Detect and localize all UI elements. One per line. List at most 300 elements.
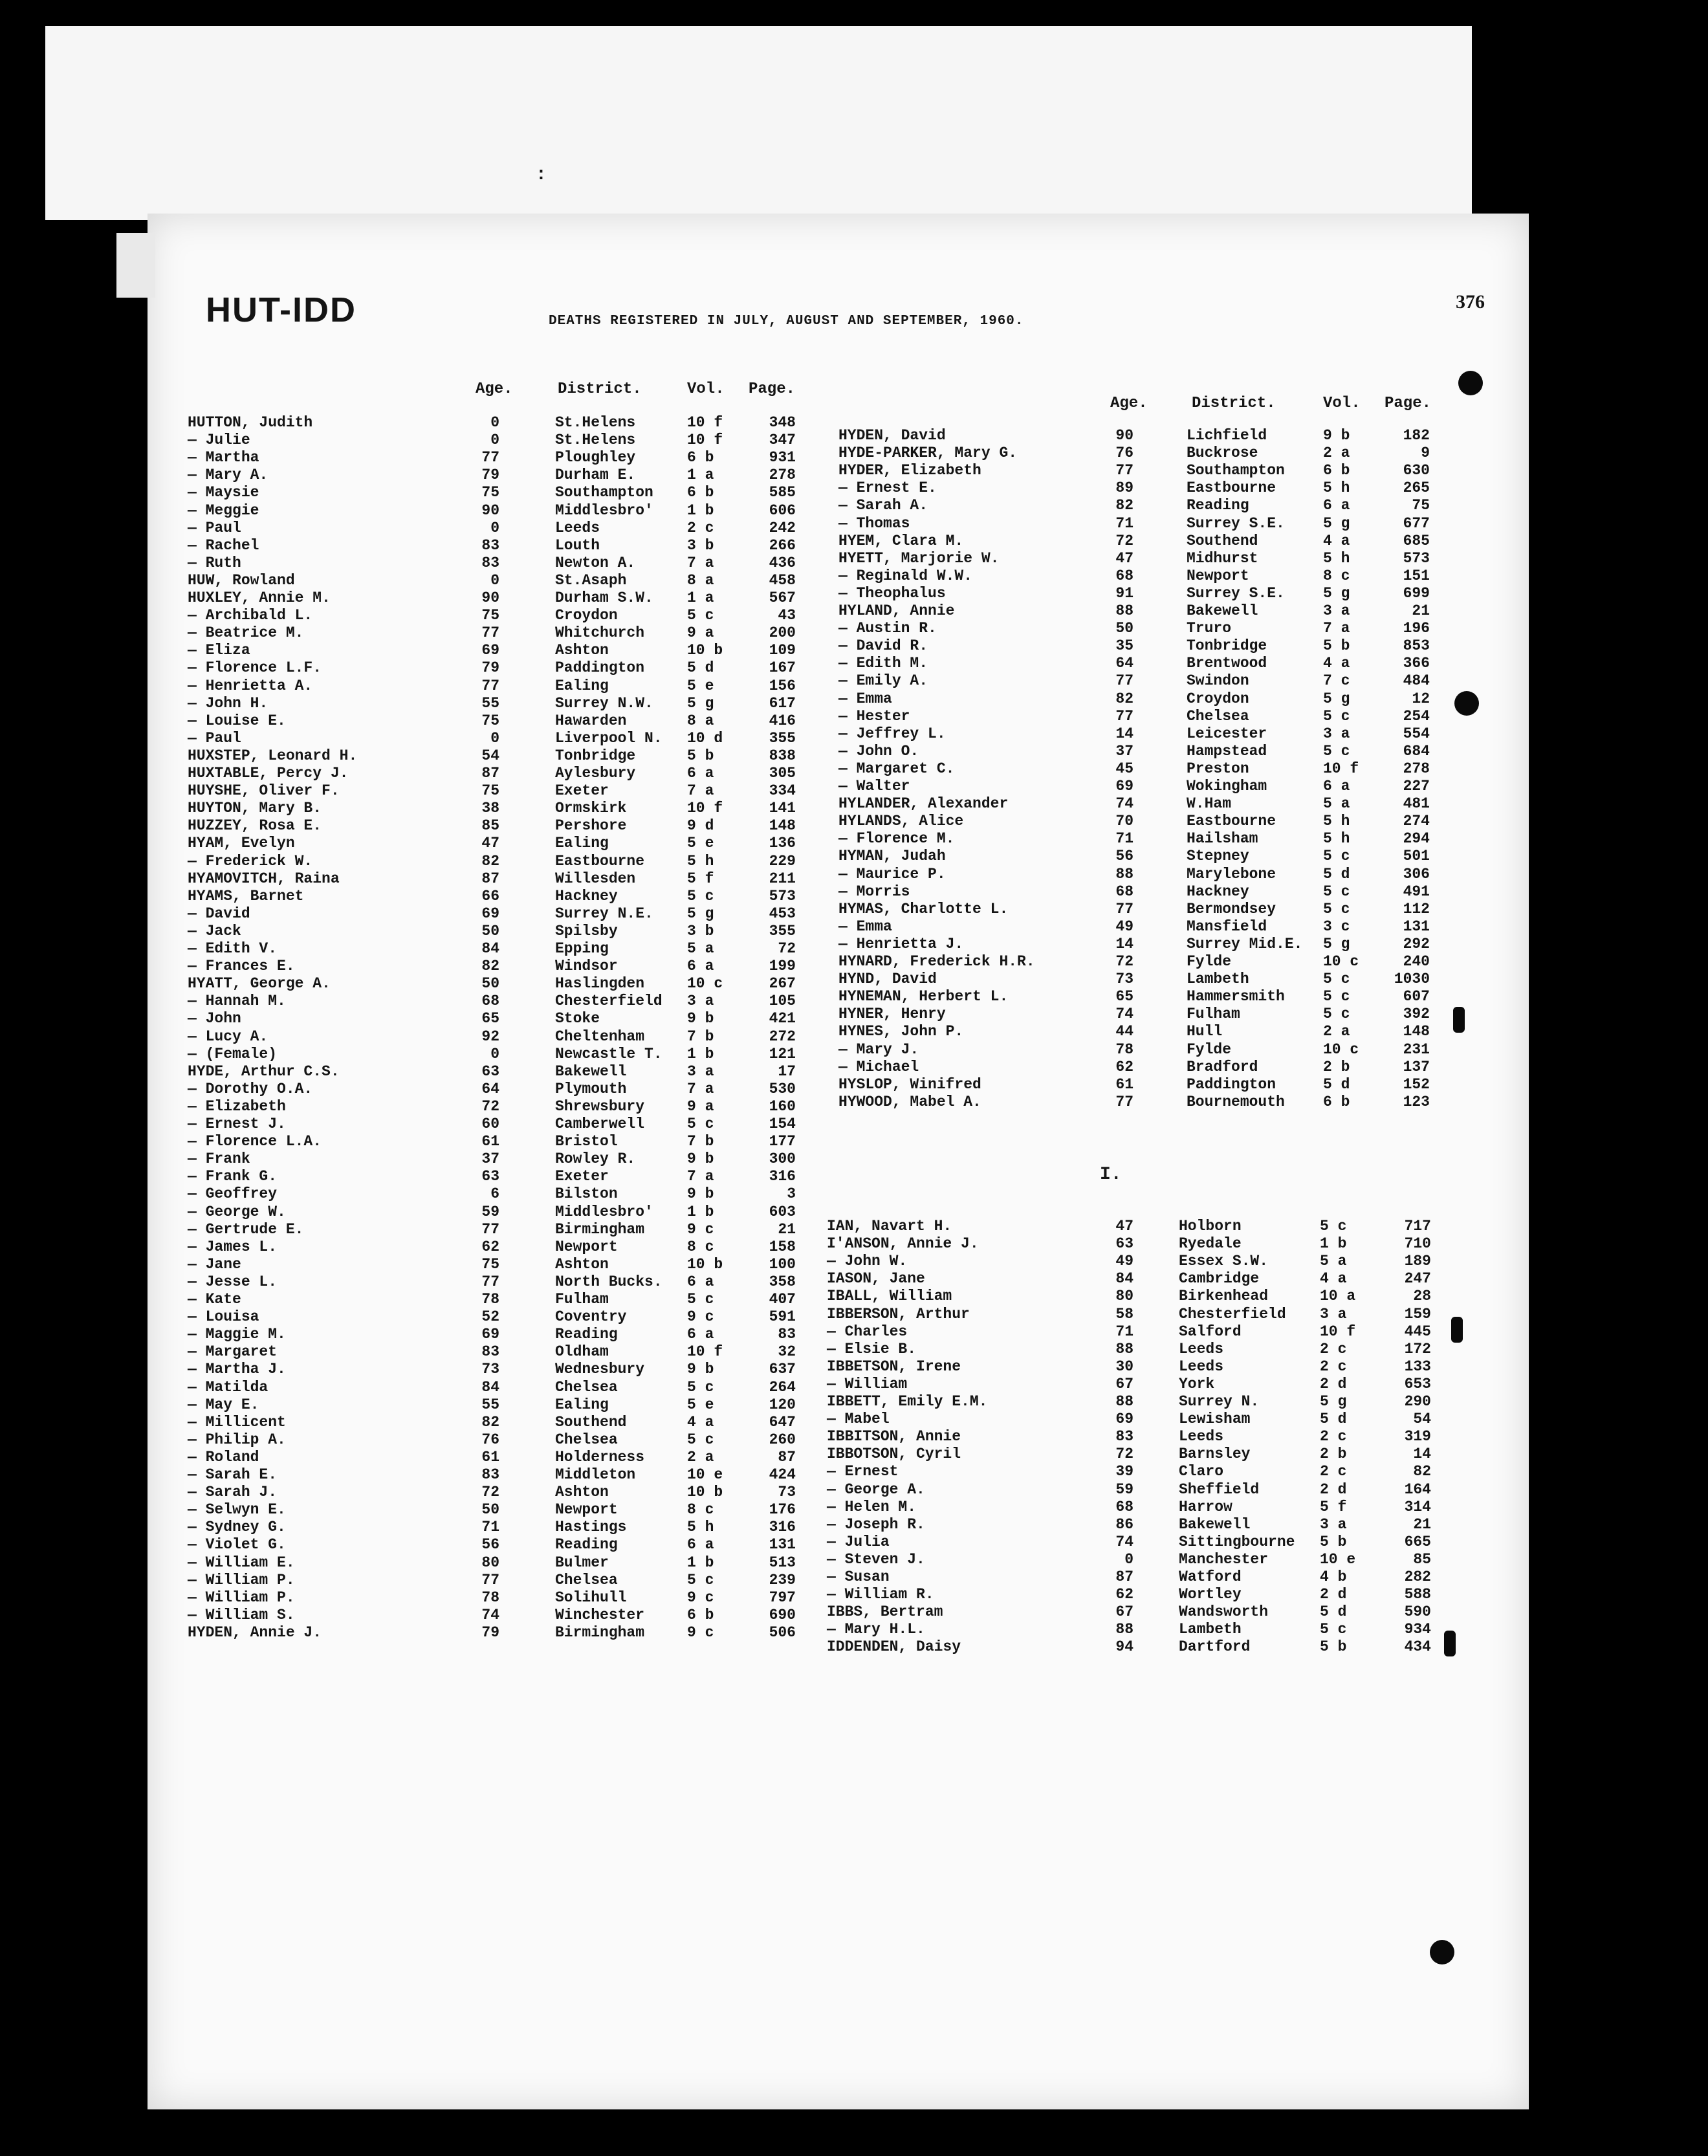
entry-name: — Philip A.: [188, 1431, 286, 1448]
entry-vol: 5 c: [1323, 971, 1350, 988]
entry-district: Paddington: [555, 659, 645, 677]
entry-name: — Archibald L.: [188, 607, 313, 624]
entry-age: 64: [481, 1080, 499, 1097]
entry-district: Chelsea: [555, 1431, 618, 1448]
entry-page: 436: [769, 554, 796, 571]
entry-name: HYDEN, Annie J.: [188, 1623, 322, 1641]
entry-name: HUW, Rowland: [188, 571, 295, 589]
entry-age: 67: [1115, 1603, 1133, 1621]
entry-age: 84: [1115, 1270, 1133, 1288]
entry-vol: 6 a: [1323, 778, 1350, 795]
entry-name: — Michael: [838, 1058, 919, 1075]
entry-district: Oldham: [555, 1343, 609, 1361]
entry-district: Wednesbury: [555, 1361, 645, 1378]
entry-vol: 5 c: [1320, 1621, 1347, 1638]
entry-vol: 5 h: [1323, 549, 1350, 567]
entry-district: Surrey S.E.: [1187, 514, 1285, 532]
entry-district: Eastbourne: [1187, 813, 1276, 830]
entry-age: 86: [1115, 1515, 1133, 1533]
entry-district: Surrey N.: [1179, 1393, 1260, 1410]
entry-district: Pershore: [555, 817, 627, 835]
entry-page: 931: [769, 449, 796, 467]
entry-district: Newport: [1187, 567, 1249, 584]
entry-name: HYSLOP, Winifred: [838, 1075, 981, 1093]
entry-age: 65: [481, 1010, 499, 1028]
entry-page: 199: [769, 958, 796, 975]
entry-age: 59: [481, 1203, 499, 1220]
entry-age: 89: [1115, 479, 1133, 497]
entry-name: — Emily A.: [838, 672, 928, 690]
entry-name: — Sarah J.: [188, 1484, 278, 1501]
entry-vol: 5 d: [1323, 1075, 1350, 1093]
entry-name: — Ernest: [827, 1463, 899, 1480]
entry-page: 554: [1403, 725, 1430, 742]
entry-page: 83: [778, 1326, 796, 1343]
entry-name: — Maggie M.: [188, 1326, 286, 1343]
entry-page: 254: [1403, 707, 1430, 725]
entry-page: 481: [1403, 795, 1430, 813]
entry-name: — Louise E.: [188, 712, 286, 729]
entry-age: 47: [1115, 549, 1133, 567]
entry-district: Southampton: [1187, 462, 1285, 479]
entry-page: 424: [769, 1466, 796, 1483]
entry-page: 591: [769, 1308, 796, 1326]
entry-age: 94: [1115, 1638, 1133, 1656]
entry-name: — Henrietta A.: [188, 677, 313, 694]
entry-age: 47: [1115, 1218, 1133, 1235]
entry-district: Truro: [1187, 620, 1232, 637]
page-number: 376: [1456, 291, 1485, 313]
entry-name: HUYTON, Mary B.: [188, 800, 322, 817]
entry-age: 76: [1115, 445, 1133, 462]
stray-mark: :: [536, 165, 547, 185]
entry-page: 278: [769, 467, 796, 484]
entry-district: Marylebone: [1187, 865, 1276, 883]
entry-vol: 5 f: [1320, 1498, 1347, 1515]
entry-page: 607: [1403, 988, 1430, 1006]
entry-name: HYDE-PARKER, Mary G.: [838, 445, 1018, 462]
entry-page: 148: [769, 817, 796, 835]
entry-vol: 5 h: [687, 852, 714, 870]
entry-name: — David: [188, 905, 250, 922]
entry-page: 196: [1403, 620, 1430, 637]
entry-name: — Sarah A.: [838, 497, 928, 514]
entry-age: 79: [481, 467, 499, 484]
entry-page: 9: [1421, 445, 1430, 462]
entry-district: Southend: [555, 1413, 627, 1431]
entry-name: HYWOOD, Mabel A.: [838, 1093, 981, 1110]
entry-vol: 5 c: [1320, 1218, 1347, 1235]
entry-page: 647: [769, 1413, 796, 1431]
entry-page: 458: [769, 571, 796, 589]
entry-age: 69: [481, 642, 499, 659]
entry-vol: 7 a: [687, 1168, 714, 1185]
entry-name: — Violet G.: [188, 1536, 286, 1554]
entry-name: — Mary A.: [188, 467, 268, 484]
entry-age: 88: [1115, 865, 1133, 883]
entry-page: 1030: [1394, 971, 1430, 988]
entry-vol: 5 b: [1323, 637, 1350, 655]
entry-vol: 5 c: [687, 1378, 714, 1396]
entry-district: Stepney: [1187, 848, 1249, 865]
entry-district: Bilston: [555, 1185, 618, 1203]
entry-age: 0: [490, 729, 499, 747]
entry-age: 71: [1115, 514, 1133, 532]
entry-age: 82: [1115, 497, 1133, 514]
entry-age: 82: [481, 852, 499, 870]
entry-district: Durham S.W.: [555, 589, 653, 606]
entry-district: Wortley: [1179, 1586, 1242, 1603]
entry-page: 189: [1404, 1253, 1431, 1270]
entry-district: Lambeth: [1187, 971, 1249, 988]
entry-age: 74: [1115, 1533, 1133, 1550]
entry-vol: 5 c: [687, 1571, 714, 1589]
entry-district: Bristol: [555, 1133, 618, 1150]
entry-age: 78: [481, 1291, 499, 1308]
entry-age: 77: [481, 624, 499, 642]
entry-age: 90: [481, 589, 499, 606]
entry-age: 65: [1115, 988, 1133, 1006]
entry-district: Wokingham: [1187, 778, 1267, 795]
entry-district: Hackney: [555, 887, 618, 905]
entry-district: Leeds: [1179, 1428, 1224, 1446]
entry-name: — Florence M.: [838, 830, 955, 848]
entry-district: Surrey N.W.: [555, 694, 653, 712]
entry-age: 77: [481, 677, 499, 694]
entry-name: — William E.: [188, 1554, 295, 1571]
entry-district: W.Ham: [1187, 795, 1232, 813]
entry-name: HYNES, John P.: [838, 1023, 964, 1040]
entry-page: 148: [1403, 1023, 1430, 1040]
entry-age: 74: [481, 1606, 499, 1623]
entry-age: 83: [481, 1466, 499, 1483]
entry-vol: 1 b: [687, 1554, 714, 1571]
entry-name: — Edith V.: [188, 940, 278, 957]
entry-page: 120: [769, 1396, 796, 1413]
entry-vol: 4 a: [687, 1413, 714, 1431]
vol-heading: Vol.: [687, 380, 725, 398]
entry-name: HYLAND, Annie: [838, 602, 955, 619]
entry-district: Newport: [555, 1501, 618, 1519]
entry-age: 69: [481, 1326, 499, 1343]
entry-name: — John O.: [838, 742, 919, 760]
entry-page: 73: [778, 1484, 796, 1501]
entry-vol: 10 f: [687, 414, 723, 431]
entry-age: 82: [1115, 690, 1133, 707]
entry-page: 100: [769, 1255, 796, 1273]
entry-vol: 5 a: [1323, 795, 1350, 813]
entry-vol: 5 h: [687, 1519, 714, 1536]
entry-page: 294: [1403, 830, 1430, 848]
entry-vol: 5 b: [687, 747, 714, 764]
entry-page: 247: [1404, 1270, 1431, 1288]
entry-vol: 10 f: [687, 1343, 723, 1361]
district-heading: District.: [558, 380, 642, 398]
entry-age: 35: [1115, 637, 1133, 655]
entry-name: HUXLEY, Annie M.: [188, 589, 331, 606]
entry-vol: 1 b: [687, 1045, 714, 1062]
entry-name: — Frederick W.: [188, 852, 313, 870]
entry-page: 164: [1404, 1480, 1431, 1498]
entry-vol: 5 d: [1320, 1411, 1347, 1428]
entry-page: 152: [1403, 1075, 1430, 1093]
entry-vol: 5 c: [1323, 988, 1350, 1006]
entry-district: Bakewell: [1187, 602, 1258, 619]
entry-district: Leeds: [555, 519, 600, 536]
entry-age: 50: [481, 975, 499, 993]
entry-vol: 7 b: [687, 1133, 714, 1150]
entry-vol: 2 c: [1320, 1358, 1347, 1375]
binding-mark: [1451, 1317, 1463, 1343]
entry-vol: 5 c: [1323, 742, 1350, 760]
entry-vol: 5 g: [1323, 584, 1350, 602]
entry-vol: 7 a: [1323, 620, 1350, 637]
entry-name: — Rachel: [188, 536, 259, 554]
entry-page: 21: [1413, 1515, 1431, 1533]
entry-name: — Paul: [188, 729, 241, 747]
entry-age: 77: [1115, 707, 1133, 725]
entry-page: 160: [769, 1097, 796, 1115]
entry-vol: 5 c: [1323, 848, 1350, 865]
entry-page: 267: [769, 975, 796, 993]
entry-vol: 9 a: [687, 624, 714, 642]
entry-vol: 5 e: [687, 1396, 714, 1413]
entry-vol: 1 b: [687, 501, 714, 519]
punch-hole: [1458, 371, 1483, 395]
entry-vol: 10 e: [1320, 1550, 1356, 1568]
entry-name: — Hannah M.: [188, 993, 286, 1010]
entry-name: — Sarah E.: [188, 1466, 278, 1483]
entry-vol: 10 f: [1323, 760, 1359, 777]
entry-vol: 4 b: [1320, 1568, 1347, 1585]
entry-page: 151: [1403, 567, 1430, 584]
entry-name: — Maysie: [188, 484, 259, 501]
entry-page: 274: [1403, 813, 1430, 830]
entry-name: — Gertrude E.: [188, 1220, 304, 1238]
entry-page: 227: [1403, 778, 1430, 795]
entry-name: — Frances E.: [188, 958, 295, 975]
entry-vol: 9 c: [687, 1308, 714, 1326]
entry-district: Rowley R.: [555, 1150, 636, 1168]
entry-name: HYNER, Henry: [838, 1006, 946, 1023]
entry-district: Stoke: [555, 1010, 600, 1028]
entry-name: HYLANDER, Alexander: [838, 795, 1009, 813]
entry-name: — Dorothy O.A.: [188, 1080, 313, 1097]
entry-district: Surrey S.E.: [1187, 584, 1285, 602]
entry-age: 63: [1115, 1235, 1133, 1253]
entry-age: 55: [481, 1396, 499, 1413]
entry-page: 717: [1404, 1218, 1431, 1235]
entry-name: I'ANSON, Annie J.: [827, 1235, 979, 1253]
entry-page: 653: [1404, 1375, 1431, 1392]
page-tab: [116, 233, 155, 298]
entry-vol: 1 b: [1320, 1235, 1347, 1253]
entry-name: HYMAS, Charlotte L.: [838, 900, 1009, 918]
entry-district: Sittingbourne: [1179, 1533, 1295, 1550]
entry-district: Manchester: [1179, 1550, 1269, 1568]
entry-page: 21: [778, 1220, 796, 1238]
entry-vol: 10 f: [687, 800, 723, 817]
entry-vol: 5 h: [1323, 830, 1350, 848]
entry-vol: 5 c: [687, 1116, 714, 1132]
entry-page: 17: [778, 1062, 796, 1080]
entry-age: 61: [481, 1133, 499, 1150]
entry-name: — Steven J.: [827, 1550, 925, 1568]
entry-age: 78: [481, 1589, 499, 1606]
entry-page: 306: [1403, 865, 1430, 883]
entry-name: — Charles: [827, 1323, 908, 1340]
entry-vol: 1 a: [687, 467, 714, 484]
entry-age: 87: [481, 765, 499, 782]
entry-district: Bournemouth: [1187, 1093, 1285, 1110]
entry-page: 630: [1403, 462, 1430, 479]
entry-vol: 5 a: [687, 940, 714, 957]
entry-name: — William S.: [188, 1606, 295, 1623]
entry-vol: 2 a: [1323, 445, 1350, 462]
entry-name: — Selwyn E.: [188, 1501, 286, 1519]
entry-name: — Hester: [838, 707, 910, 725]
entry-page: 32: [778, 1343, 796, 1361]
entry-age: 37: [481, 1150, 499, 1168]
entry-name: IBBERSON, Arthur: [827, 1305, 970, 1323]
entry-vol: 9 c: [687, 1623, 714, 1641]
entry-age: 44: [1115, 1023, 1133, 1040]
entry-page: 131: [1403, 918, 1430, 935]
entry-page: 603: [769, 1203, 796, 1220]
entry-district: Leicester: [1187, 725, 1267, 742]
entry-page: 453: [769, 905, 796, 922]
entry-district: Paddington: [1187, 1075, 1276, 1093]
entry-name: HYDE, Arthur C.S.: [188, 1062, 340, 1080]
entry-page: 838: [769, 747, 796, 764]
entry-page: 617: [769, 694, 796, 712]
entry-district: Winchester: [555, 1606, 645, 1623]
entry-age: 54: [481, 747, 499, 764]
entry-name: HUYSHE, Oliver F.: [188, 782, 340, 800]
entry-vol: 10 b: [687, 642, 723, 659]
entry-age: 69: [481, 905, 499, 922]
entry-vol: 5 e: [687, 677, 714, 694]
entry-vol: 2 c: [1320, 1428, 1347, 1446]
binding-mark: [1444, 1631, 1456, 1656]
entry-age: 6: [490, 1185, 499, 1203]
entry-district: Fylde: [1187, 953, 1232, 970]
entry-page: 239: [769, 1571, 796, 1589]
entry-vol: 5 g: [1323, 514, 1350, 532]
entry-age: 77: [481, 1273, 499, 1290]
entry-vol: 3 a: [1320, 1305, 1347, 1323]
entry-district: Ashton: [555, 1484, 609, 1501]
entry-name: — George W.: [188, 1203, 286, 1220]
entry-district: Swindon: [1187, 672, 1249, 690]
entry-age: 0: [490, 414, 499, 431]
entry-district: Birkenhead: [1179, 1288, 1269, 1305]
entry-district: Holborn: [1179, 1218, 1242, 1235]
entry-name: — Susan: [827, 1568, 890, 1585]
entry-page: 434: [1404, 1638, 1431, 1656]
entry-age: 71: [481, 1519, 499, 1536]
entry-district: Mansfield: [1187, 918, 1267, 935]
entry-name: HYETT, Marjorie W.: [838, 549, 1000, 567]
entry-district: Ealing: [555, 1396, 609, 1413]
entry-age: 71: [1115, 830, 1133, 848]
entry-page: 121: [769, 1045, 796, 1062]
entry-name: HYNEMAN, Herbert L.: [838, 988, 1009, 1006]
entry-page: 573: [769, 887, 796, 905]
entry-vol: 2 d: [1320, 1586, 1347, 1603]
entry-age: 72: [481, 1097, 499, 1115]
entry-district: Ormskirk: [555, 800, 627, 817]
entry-vol: 4 a: [1320, 1270, 1347, 1288]
entry-page: 392: [1403, 1006, 1430, 1023]
entry-district: Ashton: [555, 1255, 609, 1273]
entry-name: — William P.: [188, 1571, 295, 1589]
entry-page: 319: [1404, 1428, 1431, 1446]
entry-page: 272: [769, 1028, 796, 1045]
entry-vol: 10 c: [1323, 1040, 1359, 1058]
entry-name: — Morris: [838, 883, 910, 900]
entry-age: 50: [481, 922, 499, 940]
entry-district: Claro: [1179, 1463, 1224, 1480]
entry-name: HYMAN, Judah: [838, 848, 946, 865]
entry-name: — John: [188, 1010, 241, 1028]
entry-page: 290: [1404, 1393, 1431, 1410]
entry-district: Willesden: [555, 870, 636, 887]
back-sheet: [45, 26, 1472, 220]
entry-district: Chesterfield: [1179, 1305, 1286, 1323]
entry-district: Hull: [1187, 1023, 1223, 1040]
entry-name: IAN, Navart H.: [827, 1218, 952, 1235]
page-title: HUT-IDD: [206, 291, 356, 329]
entry-district: St.Helens: [555, 414, 636, 431]
entry-district: Eastbourne: [555, 852, 645, 870]
entry-page: 685: [1403, 532, 1430, 549]
entry-vol: 3 a: [687, 1062, 714, 1080]
entry-age: 68: [1115, 567, 1133, 584]
entry-page: 85: [1413, 1550, 1431, 1568]
entry-age: 45: [1115, 760, 1133, 777]
entry-age: 52: [481, 1308, 499, 1326]
entry-district: Reading: [1187, 497, 1249, 514]
entry-name: IBALL, William: [827, 1288, 952, 1305]
entry-district: Lewisham: [1179, 1411, 1251, 1428]
entry-vol: 9 c: [687, 1220, 714, 1238]
entry-vol: 5 c: [1323, 900, 1350, 918]
entry-vol: 6 a: [687, 1273, 714, 1290]
entry-name: HYDER, Elizabeth: [838, 462, 981, 479]
entry-vol: 10 d: [687, 729, 723, 747]
entry-vol: 5 b: [1320, 1533, 1347, 1550]
entry-district: Surrey Mid.E.: [1187, 935, 1303, 952]
entry-age: 75: [481, 484, 499, 501]
entry-vol: 8 c: [1323, 567, 1350, 584]
entry-vol: 8 c: [687, 1501, 714, 1519]
entry-vol: 7 c: [1323, 672, 1350, 690]
entry-vol: 5 c: [687, 887, 714, 905]
entry-age: 60: [481, 1116, 499, 1132]
entry-age: 77: [481, 1571, 499, 1589]
entry-age: 88: [1115, 1393, 1133, 1410]
entry-age: 82: [481, 958, 499, 975]
entry-name: — Theophalus: [838, 584, 946, 602]
entry-district: Hawarden: [555, 712, 627, 729]
entry-age: 73: [481, 1361, 499, 1378]
entry-page: 445: [1404, 1323, 1431, 1340]
entry-age: 55: [481, 694, 499, 712]
entry-age: 90: [481, 501, 499, 519]
entry-age: 74: [1115, 1006, 1133, 1023]
entry-name: — Jesse L.: [188, 1273, 278, 1290]
